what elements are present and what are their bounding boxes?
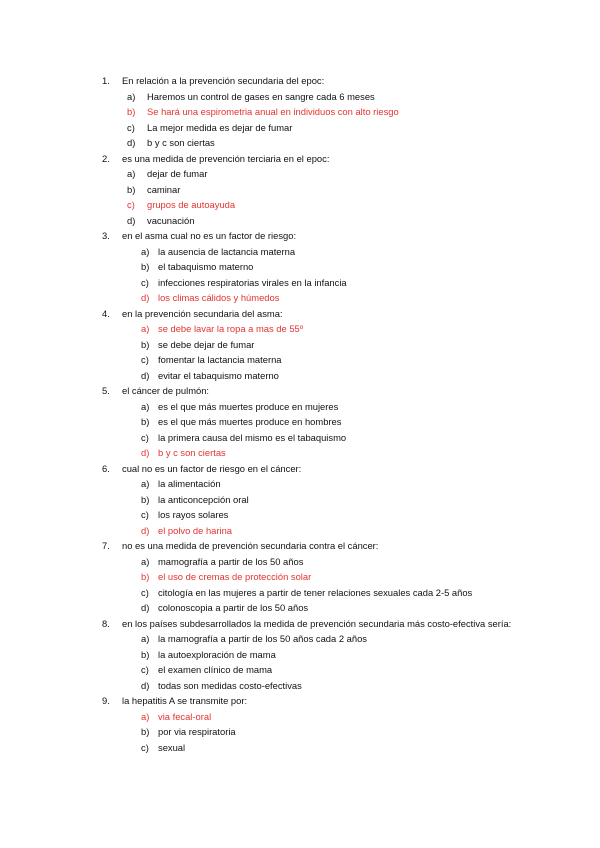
- option-letter: b): [141, 416, 150, 427]
- option-text: La mejor medida es dejar de fumar: [147, 121, 293, 133]
- option-text: infecciones respiratorias virales en la infancia: [158, 276, 347, 288]
- question-number: 6.: [102, 462, 110, 474]
- option-letter: c): [141, 586, 149, 598]
- option-text: la mamografía a partir de los 50 años cada 2 años: [158, 633, 367, 644]
- option-correct: [0, 523, 600, 539]
- question-6: [0, 461, 600, 539]
- option-letter: b): [127, 106, 136, 117]
- question-text: el cáncer de pulmón:: [122, 385, 210, 396]
- option: [0, 647, 600, 663]
- option-text: vacunación: [147, 214, 195, 226]
- option: [0, 585, 600, 601]
- question-line: [0, 693, 600, 709]
- option-letter: c): [141, 431, 149, 443]
- option: [0, 244, 600, 260]
- option: [0, 492, 600, 508]
- question-line: [0, 383, 600, 399]
- option-letter: a): [141, 478, 150, 489]
- option-text: la autoexploración de mama: [158, 648, 276, 660]
- option-text: fomentar la lactancia materna: [158, 354, 282, 365]
- question-line: [0, 151, 600, 167]
- option: [0, 414, 600, 430]
- question-line: [0, 616, 600, 632]
- option-letter: b): [141, 648, 150, 660]
- question-text: en el asma cual no es un factor de riesgo:: [122, 230, 297, 241]
- option-text: es el que más muertes produce en mujeres: [158, 400, 339, 412]
- option: [0, 600, 600, 616]
- question-number: 9.: [102, 695, 110, 706]
- question-number: 7.: [102, 540, 110, 551]
- option-letter: b): [141, 726, 150, 737]
- option: [0, 507, 600, 523]
- option-correct: [0, 445, 600, 461]
- option-correct: [0, 709, 600, 725]
- option-letter: a): [141, 245, 150, 257]
- option-letter: c): [127, 199, 135, 210]
- option-letter: b): [141, 261, 150, 272]
- option: [0, 724, 600, 740]
- question-text: en los países subdesarrollados la medida de prevención secundaria más costo-efectiva sería:: [122, 617, 512, 629]
- question-2: [0, 151, 600, 229]
- option-correct: [0, 197, 600, 213]
- option-letter: a): [141, 710, 150, 722]
- option-text: la ausencia de lactancia materna: [158, 245, 296, 257]
- question-5: [0, 383, 600, 461]
- option-text: b y c son ciertas: [147, 137, 215, 148]
- question-line: [0, 461, 600, 477]
- question-number: 5.: [102, 385, 110, 396]
- option-letter: b): [141, 338, 150, 350]
- question-number: 3.: [102, 230, 110, 241]
- option: [0, 631, 600, 647]
- option: [0, 430, 600, 446]
- question-list: [0, 73, 600, 755]
- option-letter: c): [127, 121, 135, 133]
- option-letter: a): [141, 323, 150, 334]
- option-correct: [0, 104, 600, 120]
- option-text: evitar el tabaquismo materno: [158, 369, 279, 381]
- option-letter: c): [141, 509, 149, 520]
- option: [0, 120, 600, 136]
- option: [0, 213, 600, 229]
- question-7: [0, 538, 600, 616]
- option-letter: d): [141, 447, 150, 458]
- question-line: [0, 306, 600, 322]
- option: [0, 275, 600, 291]
- option-text: todas son medidas costo-efectivas: [158, 679, 302, 691]
- option: [0, 135, 600, 151]
- option: [0, 89, 600, 105]
- question-4: [0, 306, 600, 384]
- option: [0, 740, 600, 756]
- option-letter: b): [127, 183, 136, 195]
- option-text: la anticoncepción oral: [158, 493, 249, 505]
- option: [0, 476, 600, 492]
- option-text: se debe dejar de fumar: [158, 338, 255, 350]
- option-letter: b): [141, 493, 150, 505]
- option: [0, 182, 600, 198]
- option: [0, 662, 600, 678]
- question-number: 8.: [102, 617, 110, 629]
- question-text: en la prevención secundaria del asma:: [122, 307, 283, 319]
- option-letter: d): [141, 369, 150, 381]
- option-text: mamografía a partir de los 50 años: [158, 555, 304, 567]
- option-letter: c): [141, 276, 149, 288]
- question-number: 2.: [102, 152, 110, 164]
- option-letter: b): [141, 571, 150, 582]
- option-letter: a): [141, 400, 150, 412]
- option-letter: a): [141, 555, 150, 567]
- option: [0, 259, 600, 275]
- option-text: citología en las mujeres a partir de tener relaciones sexuales cada 2-5 años: [158, 586, 473, 598]
- question-text: En relación a la prevención secundaria del epoc:: [122, 75, 325, 86]
- question-number: 1.: [102, 75, 110, 86]
- question-1: [0, 73, 600, 151]
- option-text: el tabaquismo materno: [158, 261, 254, 272]
- question-9: [0, 693, 600, 755]
- option-correct: [0, 290, 600, 306]
- option-text: el examen clínico de mama: [158, 664, 273, 675]
- option: [0, 352, 600, 368]
- question-line: [0, 228, 600, 244]
- option-letter: a): [141, 633, 150, 644]
- option-text: Se hará una espirometria anual en individuos con alto riesgo: [147, 106, 399, 117]
- question-text: la hepatitis A se transmite por:: [122, 695, 248, 706]
- option-text: los climas cálidos y húmedos: [158, 292, 280, 303]
- option-letter: d): [141, 602, 150, 613]
- option-text: la primera causa del mismo es el tabaquismo: [158, 431, 347, 443]
- option-letter: d): [141, 524, 150, 536]
- option-text: sexual: [158, 741, 186, 753]
- option: [0, 337, 600, 353]
- question-line: [0, 73, 600, 89]
- option-letter: a): [127, 168, 136, 179]
- option: [0, 368, 600, 384]
- option-text: el polvo de harina: [158, 524, 233, 536]
- question-text: no es una medida de prevención secundaria contra el cáncer:: [122, 540, 379, 551]
- question-8: [0, 616, 600, 694]
- option-text: colonoscopia a partir de los 50 años: [158, 602, 309, 613]
- option-text: b y c son ciertas: [158, 447, 226, 458]
- option-text: Haremos un control de gases en sangre cada 6 meses: [147, 90, 375, 102]
- option: [0, 554, 600, 570]
- question-number: 4.: [102, 307, 110, 319]
- option-text: por via respiratoria: [158, 726, 236, 737]
- option-correct: [0, 321, 600, 337]
- question-line: [0, 538, 600, 554]
- option-text: es el que más muertes produce en hombres: [158, 416, 342, 427]
- option-letter: d): [127, 214, 136, 226]
- question-3: [0, 228, 600, 306]
- option: [0, 166, 600, 182]
- option-text: los rayos solares: [158, 509, 229, 520]
- option-text: se debe lavar la ropa a mas de 55º: [158, 323, 304, 334]
- option: [0, 399, 600, 415]
- option-letter: c): [141, 664, 149, 675]
- option-text: grupos de autoayuda: [147, 199, 236, 210]
- option-letter: d): [141, 292, 150, 303]
- option-text: caminar: [147, 183, 181, 195]
- question-text: es una medida de prevención terciaria en el epoc:: [122, 152, 330, 164]
- option-text: la alimentación: [158, 478, 221, 489]
- option-correct: [0, 569, 600, 585]
- option-text: via fecal-oral: [158, 710, 212, 722]
- option-letter: c): [141, 741, 149, 753]
- option-letter: c): [141, 354, 149, 365]
- option: [0, 678, 600, 694]
- option-letter: a): [127, 90, 136, 102]
- option-letter: d): [141, 679, 150, 691]
- option-text: el uso de cremas de protección solar: [158, 571, 312, 582]
- option-text: dejar de fumar: [147, 168, 208, 179]
- option-letter: d): [127, 137, 136, 148]
- question-text: cual no es un factor de riesgo en el cáncer:: [122, 462, 302, 474]
